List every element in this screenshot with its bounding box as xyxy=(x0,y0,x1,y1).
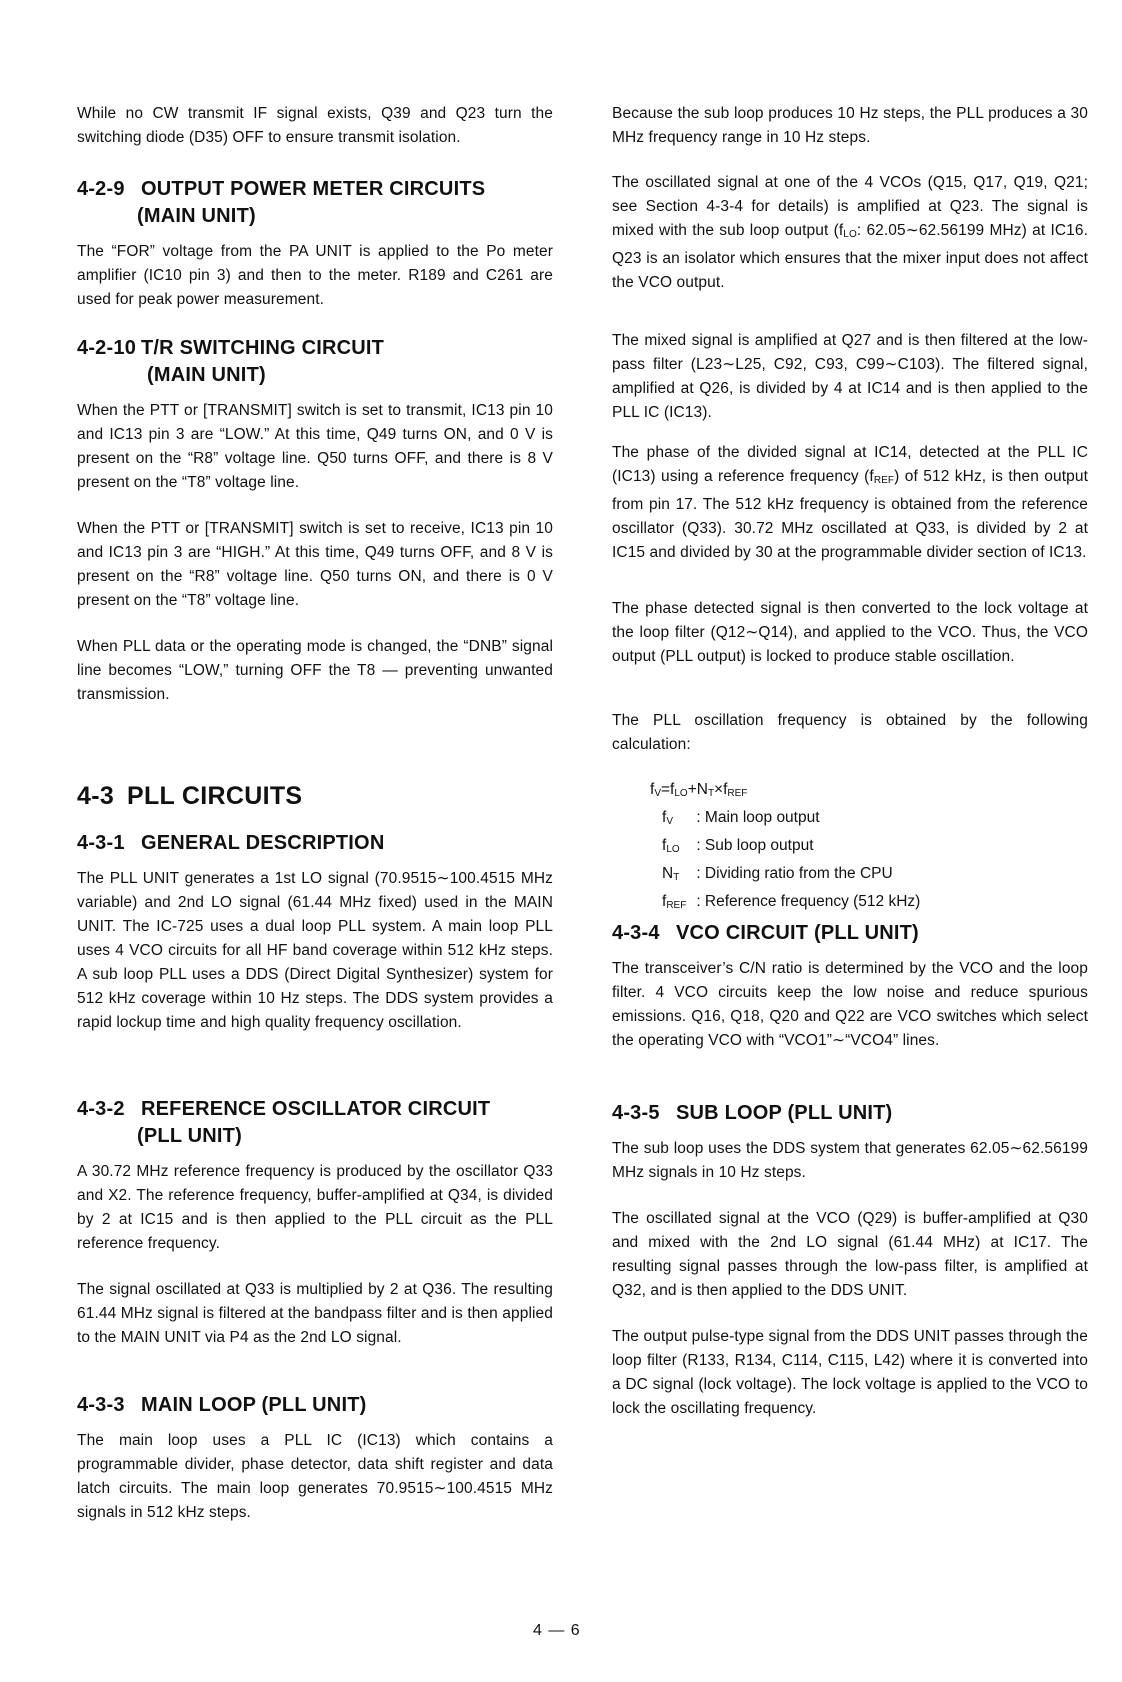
section-title: VCO CIRCUIT (PLL UNIT) xyxy=(676,922,919,944)
eq-symbol: f xyxy=(650,781,655,798)
text: The phase of the divided signal at IC14, detected at the PLL IC (IC13) using a reference frequency (f xyxy=(612,444,1088,485)
equation-formula xyxy=(650,778,1122,806)
section-number: 4-3-5 xyxy=(612,1102,660,1124)
eq-subscript: T xyxy=(707,788,715,799)
paragraph: The output pulse-type signal from the DDS UNIT passes through the loop filter (R133, R134, C114, C115, L42) where it is converted into a DC signal (lock voltage). The lock voltage is applied to the VCO to lock the oscillating frequency. xyxy=(612,1328,1088,1417)
legend-symbol: f xyxy=(662,837,667,854)
section-4-3-2 xyxy=(77,1096,553,1350)
eq-subscript: REF xyxy=(727,788,748,799)
paragraph: When the PTT or [TRANSMIT] switch is set to transmit, IC13 pin 10 and IC13 pin 3 are “LOW.” At this time, Q49 turns ON, and 0 V is present on the “R8” voltage line. Q50 turns OFF, and there is 8 V present on the “T8” voltage line. xyxy=(77,402,553,491)
section-heading xyxy=(612,920,1088,947)
eq-operator: +N xyxy=(687,781,708,798)
section-title: SUB LOOP (PLL UNIT) xyxy=(676,1102,893,1124)
paragraph: When the PTT or [TRANSMIT] switch is set to receive, IC13 pin 10 and IC13 pin 3 are “HIGH.” At this time, Q49 turns OFF, and 8 V is present on the “R8” voltage line. Q50 turns ON, and there is 0 V present on the “T8” voltage line. xyxy=(77,520,553,609)
paragraph: The signal oscillated at Q33 is multiplied by 2 at Q36. The resulting 61.44 MHz signal is filtered at the bandpass filter and is then applied to the MAIN UNIT via P4 as the 2nd LO signal. xyxy=(77,1281,553,1346)
section-4-3-5 xyxy=(612,1100,1088,1421)
chapter-number: 4-3 xyxy=(77,782,115,810)
section-4-3-4 xyxy=(612,920,1088,1053)
legend-subscript: REF xyxy=(666,900,687,911)
subscript: LO xyxy=(843,229,857,240)
cw-isolation-paragraph: While no CW transmit IF signal exists, Q39 and Q23 turn the switching diode (D35) OFF to ensure transmit isolation. xyxy=(77,105,553,146)
paragraph: The oscillated signal at the VCO (Q29) is buffer-amplified at Q30 and mixed with the 2nd LO signal (61.44 MHz) at IC17. The resulting signal passes through the low-pass filter, is amplified at Q32, and is then applied to the DDS UNIT. xyxy=(612,1210,1088,1299)
paragraph: When PLL data or the operating mode is changed, the “DNB” signal line becomes “LOW,” turning OFF the T8 — preventing unwanted transmission. xyxy=(77,638,553,703)
cw-paragraph-block xyxy=(77,102,553,150)
section-heading xyxy=(77,335,553,389)
paragraph: The phase detected signal is then converted to the lock voltage at the loop filter (Q12∼Q14), and applied to the VCO. Thus, the VCO output (PLL output) is locked to produce stable oscillation. xyxy=(612,600,1088,665)
legend-description: : Dividing ratio from the CPU xyxy=(696,865,893,882)
legend-subscript: V xyxy=(666,816,673,827)
eq-operator: =f xyxy=(660,781,675,798)
section-number: 4-2-10 xyxy=(77,337,137,359)
legend-subscript: LO xyxy=(666,844,680,855)
equation-legend-row xyxy=(650,806,1122,834)
chapter-title: PLL CIRCUITS xyxy=(127,782,303,810)
paragraph: A 30.72 MHz reference frequency is produced by the oscillator Q33 and X2. The reference frequency, buffer-amplified at Q34, is divided by 2 at IC15 and is then applied to the PLL circuit as the PLL reference frequency. xyxy=(77,1163,553,1252)
paragraph xyxy=(612,171,1088,295)
paragraph-block xyxy=(612,709,1088,757)
equation-legend-row xyxy=(650,834,1122,862)
section-title: T/R SWITCHING CIRCUIT xyxy=(141,337,385,359)
paragraph-block xyxy=(612,171,1088,295)
section-number: 4-3-4 xyxy=(612,922,660,944)
legend-symbol: f xyxy=(662,809,667,826)
legend-subscript: T xyxy=(673,872,680,883)
section-number: 4-3-1 xyxy=(77,832,125,854)
legend-symbol: f xyxy=(662,893,667,910)
section-title: REFERENCE OSCILLATOR CIRCUIT xyxy=(141,1098,491,1120)
equation-legend-row xyxy=(650,862,1122,890)
paragraph: The main loop uses a PLL IC (IC13) which contains a programmable divider, phase detector, data shift register and data latch circuits. The main loop generates 70.9515∼100.4515 MHz signals in 512 kHz steps. xyxy=(77,1432,553,1521)
section-title: MAIN LOOP (PLL UNIT) xyxy=(141,1394,367,1416)
legend-symbol: N xyxy=(662,865,674,882)
text: : 62.05∼62.56199 MHz) at IC16. Q23 is an isolator which ensures that the mixer input does not affect the VCO output. xyxy=(612,222,1088,291)
paragraph: The mixed signal is amplified at Q27 and is then filtered at the low-pass filter (L23∼L25, C92, C93, C99∼C103). The filtered signal, amplified at Q26, is divided by 4 at IC14 and is then applied to the PLL IC (IC13). xyxy=(612,332,1088,421)
eq-subscript: LO xyxy=(674,788,688,799)
section-heading xyxy=(77,176,553,230)
pll-equation xyxy=(650,778,1122,918)
paragraph-block xyxy=(612,329,1088,425)
paragraph xyxy=(612,441,1088,565)
section-4-3-1 xyxy=(77,830,553,1035)
page-number: 4 — 6 xyxy=(533,1622,581,1639)
paragraph-block xyxy=(612,102,1088,150)
section-number: 4-2-9 xyxy=(77,178,125,200)
section-title: OUTPUT POWER METER CIRCUITS xyxy=(141,178,486,200)
section-heading xyxy=(612,1100,1088,1127)
section-title-unit: (MAIN UNIT) xyxy=(137,205,256,227)
section-title-unit: (MAIN UNIT) xyxy=(147,364,266,386)
section-title-unit: (PLL UNIT) xyxy=(137,1125,242,1147)
paragraph: The transceiver’s C/N ratio is determined by the VCO and the loop filter. 4 VCO circuits keep the low noise and reduce spurious emissions. Q16, Q18, Q20 and Q22 are VCO switches which select the operating VCO with “VCO1”∼“VCO4” lines. xyxy=(612,960,1088,1049)
subscript: REF xyxy=(873,475,895,486)
legend-description: : Reference frequency (512 kHz) xyxy=(696,893,921,910)
eq-operator: ×f xyxy=(714,781,728,798)
section-heading xyxy=(77,830,553,857)
text: ) of 512 kHz, is then output from pin 17. The 512 kHz frequency is obtained from the reference oscillator (Q33). 30.72 MHz oscillated at Q33, is divided by 2 at IC15 and divided by 30 at the programmable divider section of IC13. xyxy=(612,468,1088,561)
paragraph: Because the sub loop produces 10 Hz steps, the PLL produces a 30 MHz frequency range in 10 Hz steps. xyxy=(612,105,1088,146)
paragraph-block xyxy=(612,597,1088,669)
section-heading xyxy=(77,1096,553,1150)
section-number: 4-3-2 xyxy=(77,1098,125,1120)
paragraph: The “FOR” voltage from the PA UNIT is applied to the Po meter amplifier (IC10 pin 3) and then to the meter. R189 and C261 are used for peak power measurement. xyxy=(77,243,553,308)
eq-subscript: V xyxy=(654,788,661,799)
legend-description: : Sub loop output xyxy=(696,837,814,854)
section-title: GENERAL DESCRIPTION xyxy=(141,832,385,854)
equation-legend-row xyxy=(650,890,1122,918)
paragraph: The PLL UNIT generates a 1st LO signal (70.9515∼100.4515 MHz variable) and 2nd LO signal (61.44 MHz fixed) used in the MAIN UNIT. The IC-725 uses a dual loop PLL system. A main loop PLL uses 4 VCO circuits for all HF band coverage within 512 kHz steps. A sub loop PLL uses a DDS (Direct Digital Synthesizer) system for 512 kHz coverage within 10 Hz steps. The DDS system provides a rapid lockup time and high quality frequency oscillation. xyxy=(77,870,553,1031)
paragraph-block xyxy=(612,441,1088,565)
section-4-3-3 xyxy=(77,1392,553,1525)
legend-description: : Main loop output xyxy=(696,809,820,826)
section-4-2-9 xyxy=(77,176,553,312)
chapter-heading xyxy=(77,781,553,811)
section-4-3 xyxy=(77,781,553,811)
section-heading xyxy=(77,1392,553,1419)
paragraph: The PLL oscillation frequency is obtained by the following calculation: xyxy=(612,712,1088,753)
paragraph: The sub loop uses the DDS system that generates 62.05∼62.56199 MHz signals in 10 Hz steps. xyxy=(612,1140,1088,1181)
section-number: 4-3-3 xyxy=(77,1394,125,1416)
section-4-2-10 xyxy=(77,335,553,707)
text: The oscillated signal at one of the 4 VCOs (Q15, Q17, Q19, Q21; see Section 4-3-4 for details) is amplified at Q23. The signal is mixed with the sub loop output (f xyxy=(612,174,1088,239)
